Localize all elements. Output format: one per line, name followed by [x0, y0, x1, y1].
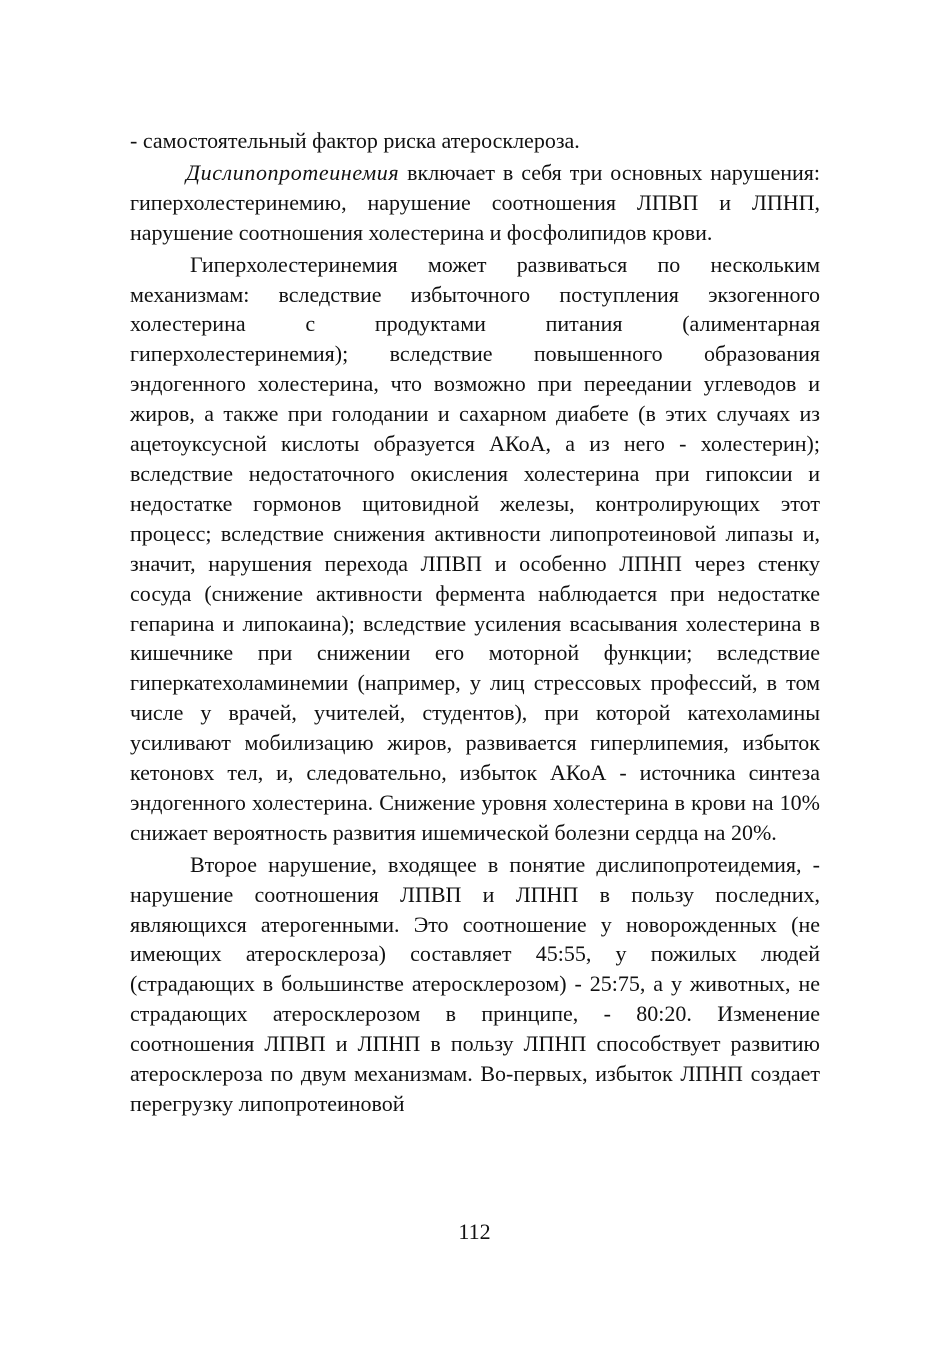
paragraph-dyslipoproteinemia — [130, 158, 820, 248]
italic-term: Дислипопротеинемия — [186, 159, 400, 185]
paragraph-text: - самостоятельный фактор риска атеросклероза. — [130, 128, 580, 153]
paragraph-text: Второе нарушение, входящее в понятие дислипопротеидемия, - нарушение соотношения ЛПВП и ЛПНП в пользу последних, являющихся атерогенными. Это соотношение у новорожденных (не имеющих атеросклероза) составляет 45:55, у пожилых людей (страдающих в большинстве атеросклерозом) - 25:75, а у животных, не страдающих атеросклерозом в принципе, - 80:20. Изменение соотношения ЛПВП и ЛПНП в пользу ЛПНП способствует развитию атеросклероза по двум механизмам. Во-первых, избыток ЛПНП создает перегрузку липопротеиновой — [130, 851, 820, 1116]
paragraph-text: Гиперхолестеринемия может развиваться по нескольким механизмам: вследствие избыточного поступления экзогенного холестерина с продуктами питания (алиментарная гиперхолестеринемия); вследствие повышенного образования эндогенного холестерина, что возможно при переедании углеводов и жиров, а также при голодании и сахарном диабете (в этих случаях из ацетоуксусной кислоты образуется АКоА, а из него - холестерин); вследствие недостаточного окисления холестерина при гипоксии и недостатке гормонов щитовидной железы, контролирующих этот процесс; вследствие снижения активности липопротеиновой липазы и, значит, нарушения перехода ЛПВП и особенно ЛПНП через стенку сосуда (снижение активности фермента наблюдается при недостатке гепарина и липокаина); вследствие усиления всасывания холестерина в кишечнике при снижении его моторной функции; вследствие гиперкатехоламинемии (например, у лиц стрессовых профессий, в том числе у врачей, учителей, студентов), при которой катехоламины усиливают мобилизацию жиров, развивается гиперлипемия, избыток кетоновх тел, и, следовательно, избыток АКоА - источника синтеза эндогенного холестерина. Снижение уровня холестерина в крови на 10% снижает вероятность развития ишемической болезни сердца на 20%. — [130, 251, 820, 845]
paragraph-risk-factor — [130, 126, 820, 156]
paragraph-second-disorder — [130, 850, 820, 1119]
page-number: 112 — [458, 1219, 491, 1244]
document-page — [130, 126, 820, 1119]
paragraph-hypercholesterolemia — [130, 250, 820, 848]
paragraph-text: включает в себя три основных нарушения: гиперхолестеринемию, нарушение соотношения ЛПВП и ЛПНП, нарушение соотношения холестерина и фосфолипидов крови. — [130, 159, 820, 245]
